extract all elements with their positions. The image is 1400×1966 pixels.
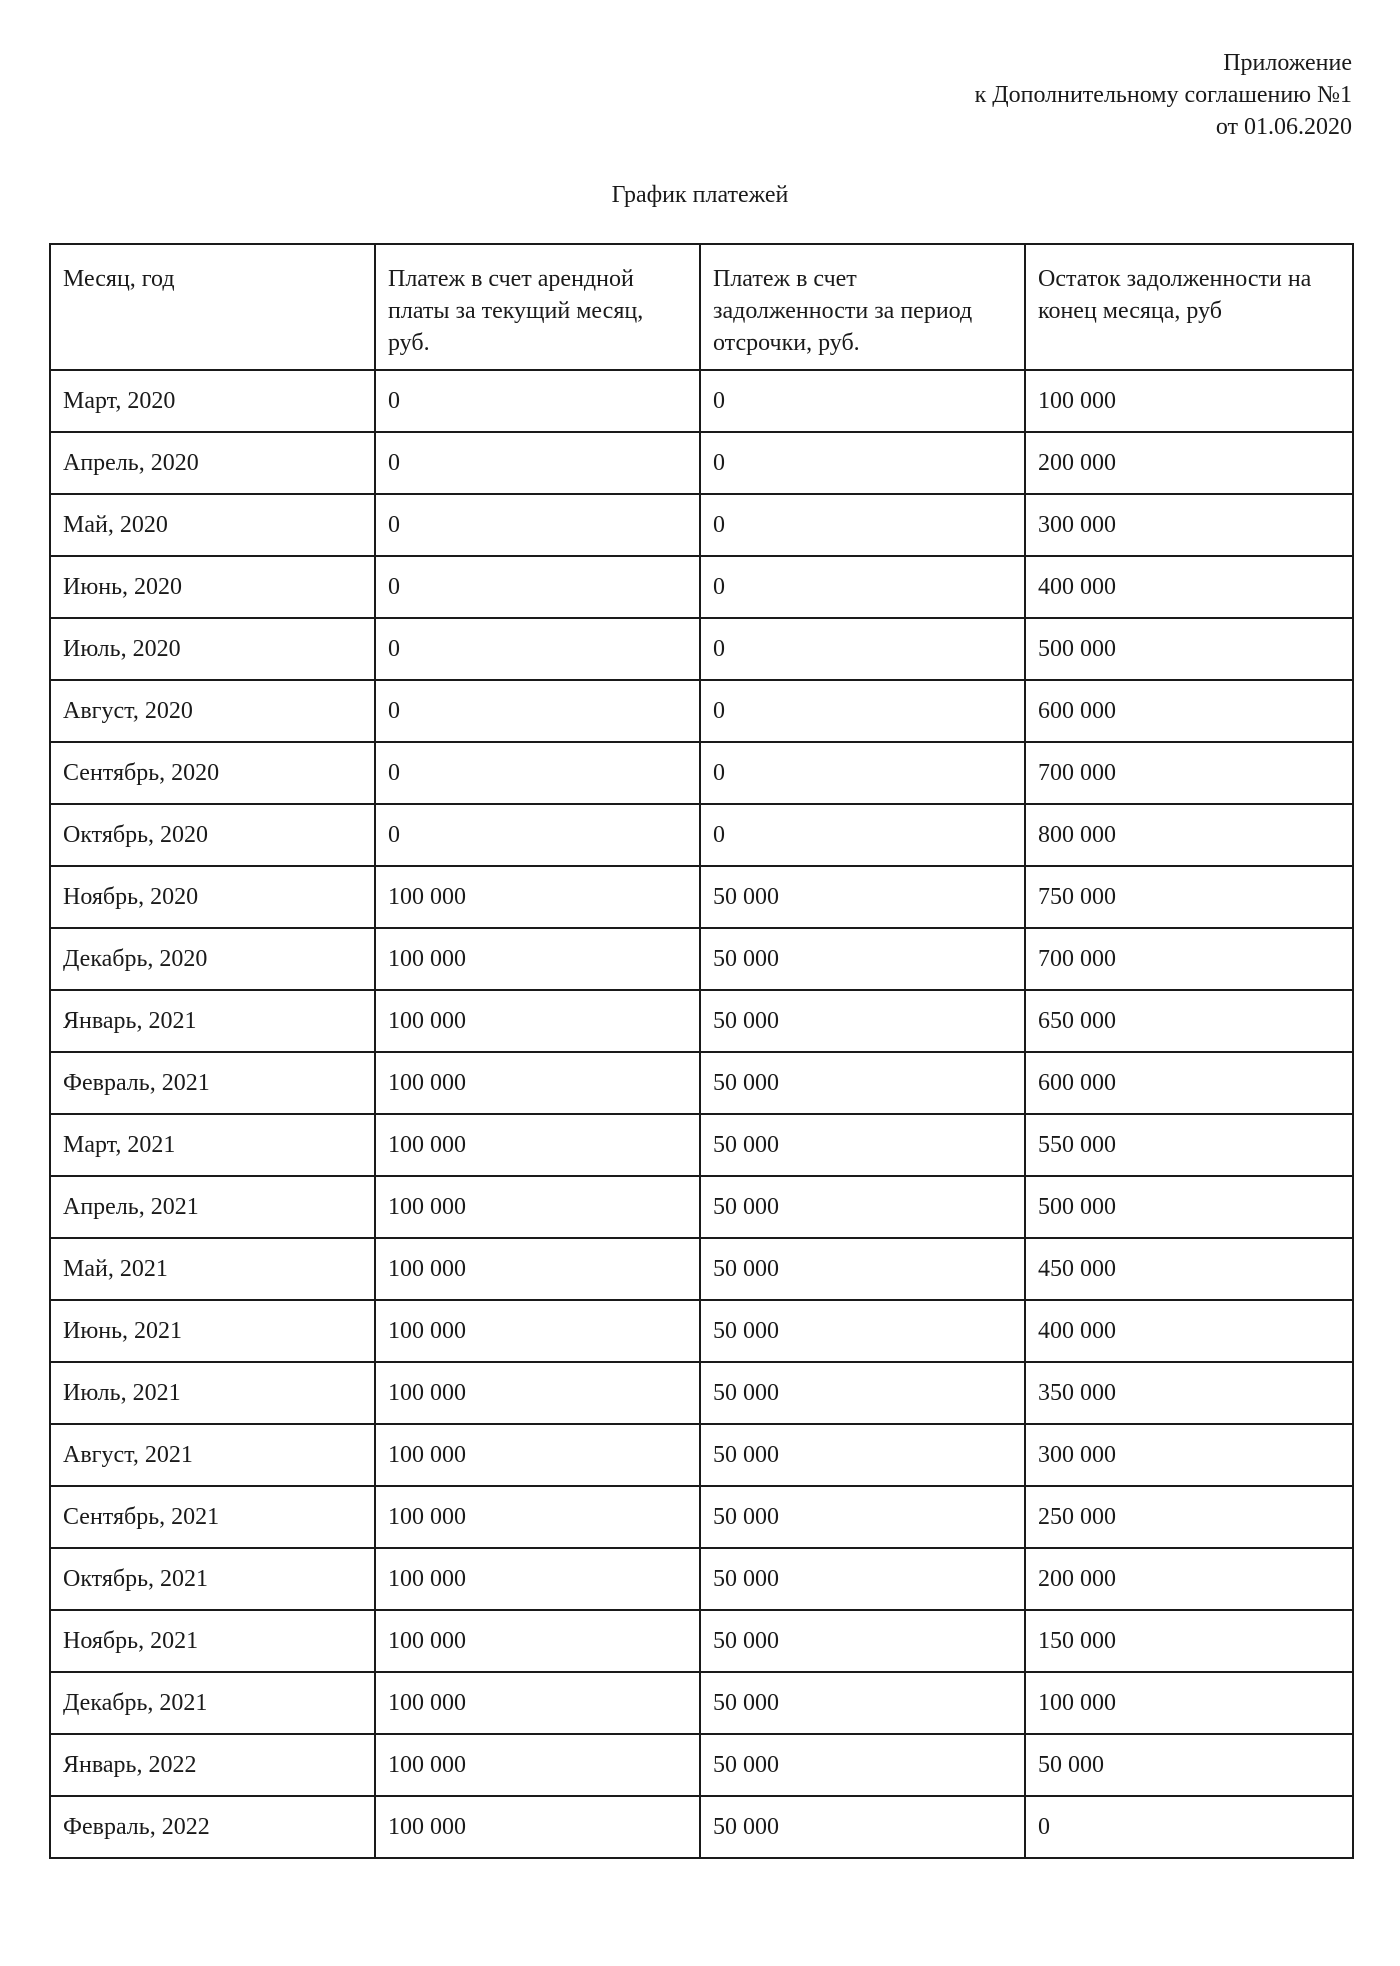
column-header-rent-payment: Платеж в счет арендной платы за текущий месяц, руб.	[375, 244, 700, 370]
cell-month: Январь, 2021	[50, 990, 375, 1052]
cell-rent-payment: 0	[375, 494, 700, 556]
cell-remaining-debt: 200 000	[1025, 432, 1353, 494]
cell-remaining-debt: 250 000	[1025, 1486, 1353, 1548]
cell-deferred-payment: 0	[700, 494, 1025, 556]
cell-month: Сентябрь, 2021	[50, 1486, 375, 1548]
cell-deferred-payment: 50 000	[700, 1300, 1025, 1362]
table-row	[50, 1362, 1353, 1424]
cell-remaining-debt: 700 000	[1025, 742, 1353, 804]
cell-month: Сентябрь, 2020	[50, 742, 375, 804]
cell-rent-payment: 100 000	[375, 1548, 700, 1610]
cell-deferred-payment: 0	[700, 556, 1025, 618]
table-row	[50, 1672, 1353, 1734]
cell-rent-payment: 100 000	[375, 1486, 700, 1548]
cell-deferred-payment: 50 000	[700, 1610, 1025, 1672]
cell-month: Август, 2021	[50, 1424, 375, 1486]
cell-rent-payment: 0	[375, 618, 700, 680]
cell-remaining-debt: 500 000	[1025, 618, 1353, 680]
cell-rent-payment: 0	[375, 742, 700, 804]
cell-deferred-payment: 50 000	[700, 1238, 1025, 1300]
appendix-label: Приложение	[1223, 50, 1352, 76]
cell-remaining-debt: 350 000	[1025, 1362, 1353, 1424]
cell-remaining-debt: 50 000	[1025, 1734, 1353, 1796]
cell-month: Июль, 2020	[50, 618, 375, 680]
cell-deferred-payment: 50 000	[700, 1176, 1025, 1238]
cell-deferred-payment: 50 000	[700, 1548, 1025, 1610]
cell-deferred-payment: 0	[700, 680, 1025, 742]
cell-remaining-debt: 700 000	[1025, 928, 1353, 990]
cell-rent-payment: 0	[375, 804, 700, 866]
table-row	[50, 804, 1353, 866]
cell-month: Апрель, 2021	[50, 1176, 375, 1238]
cell-deferred-payment: 50 000	[700, 1672, 1025, 1734]
table-row	[50, 1052, 1353, 1114]
cell-deferred-payment: 0	[700, 370, 1025, 432]
cell-remaining-debt: 750 000	[1025, 866, 1353, 928]
cell-rent-payment: 100 000	[375, 1300, 700, 1362]
table-row	[50, 1486, 1353, 1548]
table-header-row	[50, 244, 1353, 370]
document-title: График платежей	[611, 182, 789, 208]
agreement-reference: к Дополнительному соглашению №1	[974, 82, 1352, 108]
cell-deferred-payment: 0	[700, 742, 1025, 804]
table-row	[50, 742, 1353, 804]
table-row	[50, 432, 1353, 494]
cell-rent-payment: 0	[375, 432, 700, 494]
table-body	[50, 370, 1353, 1858]
cell-month: Октябрь, 2021	[50, 1548, 375, 1610]
cell-rent-payment: 100 000	[375, 1176, 700, 1238]
cell-month: Ноябрь, 2021	[50, 1610, 375, 1672]
cell-deferred-payment: 50 000	[700, 1734, 1025, 1796]
cell-month: Октябрь, 2020	[50, 804, 375, 866]
cell-deferred-payment: 50 000	[700, 866, 1025, 928]
table-row	[50, 1238, 1353, 1300]
cell-remaining-debt: 0	[1025, 1796, 1353, 1858]
cell-month: Январь, 2022	[50, 1734, 375, 1796]
cell-rent-payment: 100 000	[375, 1238, 700, 1300]
cell-remaining-debt: 800 000	[1025, 804, 1353, 866]
cell-rent-payment: 100 000	[375, 990, 700, 1052]
table-row	[50, 1176, 1353, 1238]
table-row	[50, 1796, 1353, 1858]
cell-month: Август, 2020	[50, 680, 375, 742]
cell-remaining-debt: 450 000	[1025, 1238, 1353, 1300]
cell-remaining-debt: 100 000	[1025, 370, 1353, 432]
cell-remaining-debt: 550 000	[1025, 1114, 1353, 1176]
table-row	[50, 1300, 1353, 1362]
table-row	[50, 1734, 1353, 1796]
table-row	[50, 1424, 1353, 1486]
payment-schedule-table	[49, 243, 1354, 1859]
cell-rent-payment: 0	[375, 680, 700, 742]
column-header-deferred-payment: Платеж в счет задолженности за период отсрочки, руб.	[700, 244, 1025, 370]
cell-rent-payment: 100 000	[375, 1424, 700, 1486]
cell-rent-payment: 0	[375, 370, 700, 432]
cell-remaining-debt: 600 000	[1025, 680, 1353, 742]
cell-month: Март, 2020	[50, 370, 375, 432]
cell-month: Май, 2020	[50, 494, 375, 556]
cell-rent-payment: 100 000	[375, 1672, 700, 1734]
cell-month: Декабрь, 2020	[50, 928, 375, 990]
table-row	[50, 370, 1353, 432]
cell-rent-payment: 100 000	[375, 1052, 700, 1114]
cell-rent-payment: 0	[375, 556, 700, 618]
table-row	[50, 680, 1353, 742]
cell-rent-payment: 100 000	[375, 1734, 700, 1796]
cell-remaining-debt: 650 000	[1025, 990, 1353, 1052]
cell-deferred-payment: 50 000	[700, 1424, 1025, 1486]
cell-month: Июнь, 2021	[50, 1300, 375, 1362]
cell-month: Февраль, 2022	[50, 1796, 375, 1858]
cell-remaining-debt: 500 000	[1025, 1176, 1353, 1238]
cell-month: Декабрь, 2021	[50, 1672, 375, 1734]
table-row	[50, 618, 1353, 680]
table-row	[50, 928, 1353, 990]
cell-rent-payment: 100 000	[375, 1362, 700, 1424]
cell-deferred-payment: 50 000	[700, 1052, 1025, 1114]
cell-remaining-debt: 600 000	[1025, 1052, 1353, 1114]
cell-deferred-payment: 50 000	[700, 1114, 1025, 1176]
cell-remaining-debt: 100 000	[1025, 1672, 1353, 1734]
cell-remaining-debt: 400 000	[1025, 556, 1353, 618]
cell-deferred-payment: 50 000	[700, 928, 1025, 990]
cell-deferred-payment: 50 000	[700, 1486, 1025, 1548]
cell-month: Март, 2021	[50, 1114, 375, 1176]
cell-deferred-payment: 0	[700, 804, 1025, 866]
cell-month: Июнь, 2020	[50, 556, 375, 618]
table-row	[50, 1114, 1353, 1176]
cell-rent-payment: 100 000	[375, 1796, 700, 1858]
cell-remaining-debt: 150 000	[1025, 1610, 1353, 1672]
cell-remaining-debt: 300 000	[1025, 494, 1353, 556]
table-row	[50, 494, 1353, 556]
column-header-month: Месяц, год	[50, 244, 375, 370]
cell-month: Ноябрь, 2020	[50, 866, 375, 928]
cell-rent-payment: 100 000	[375, 1114, 700, 1176]
table-row	[50, 556, 1353, 618]
cell-month: Июль, 2021	[50, 1362, 375, 1424]
cell-remaining-debt: 300 000	[1025, 1424, 1353, 1486]
cell-rent-payment: 100 000	[375, 1610, 700, 1672]
cell-month: Май, 2021	[50, 1238, 375, 1300]
agreement-date: от 01.06.2020	[1215, 114, 1352, 140]
cell-remaining-debt: 200 000	[1025, 1548, 1353, 1610]
column-header-remaining-debt: Остаток задолженности на конец месяца, руб	[1025, 244, 1353, 370]
appendix-header	[975, 47, 1352, 143]
cell-month: Февраль, 2021	[50, 1052, 375, 1114]
cell-deferred-payment: 50 000	[700, 990, 1025, 1052]
table-row	[50, 990, 1353, 1052]
cell-rent-payment: 100 000	[375, 866, 700, 928]
cell-remaining-debt: 400 000	[1025, 1300, 1353, 1362]
table-row	[50, 1610, 1353, 1672]
cell-deferred-payment: 0	[700, 618, 1025, 680]
cell-month: Апрель, 2020	[50, 432, 375, 494]
table-row	[50, 1548, 1353, 1610]
cell-deferred-payment: 0	[700, 432, 1025, 494]
cell-deferred-payment: 50 000	[700, 1796, 1025, 1858]
cell-deferred-payment: 50 000	[700, 1362, 1025, 1424]
cell-rent-payment: 100 000	[375, 928, 700, 990]
table-row	[50, 866, 1353, 928]
